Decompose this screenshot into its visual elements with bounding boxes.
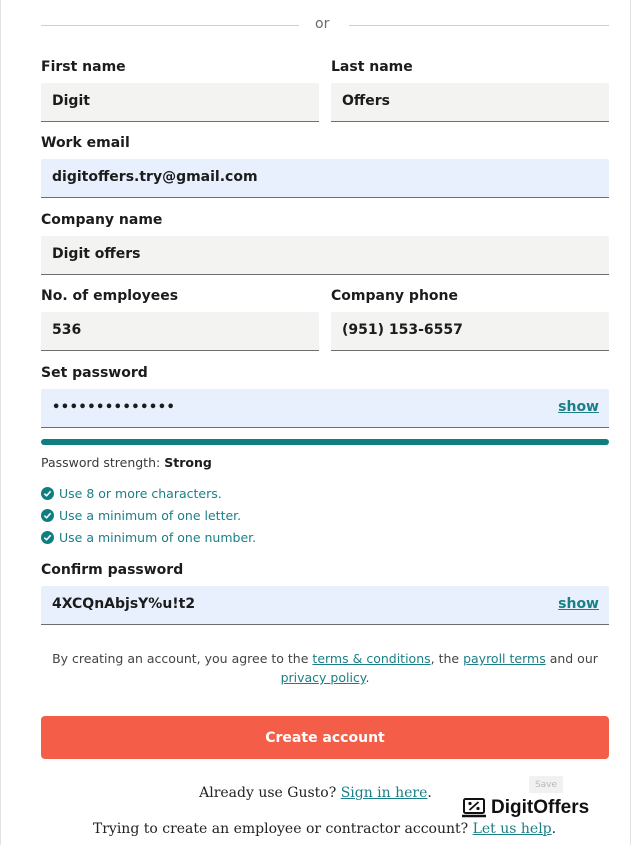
first-name-label: First name <box>41 59 126 75</box>
help-prompt <box>0 821 631 837</box>
password-strength-level: Strong <box>164 455 212 470</box>
last-name-value: Offers <box>342 93 390 109</box>
requirement-text: Use a minimum of one number. <box>59 530 257 545</box>
work-email-label: Work email <box>41 135 130 151</box>
divider-text: or <box>315 16 330 32</box>
company-name-input[interactable] <box>41 236 609 275</box>
or-divider <box>41 14 609 36</box>
help-suffix: . <box>551 821 557 837</box>
requirement-item <box>41 486 222 501</box>
terms-prefix: By creating an account, you agree to the <box>52 651 309 666</box>
confirm-password-input[interactable] <box>41 586 609 625</box>
password-strength-bar <box>41 439 609 445</box>
signin-prefix: Already use Gusto? <box>199 785 337 801</box>
check-circle-icon <box>41 509 54 522</box>
terms-and: and our <box>549 651 598 666</box>
requirement-text: Use a minimum of one letter. <box>59 508 242 523</box>
save-chip[interactable]: Save <box>529 776 563 793</box>
work-email-value: digitoffers.try@gmail.com <box>52 169 258 185</box>
requirement-item <box>41 530 256 545</box>
employees-label: No. of employees <box>41 288 179 304</box>
password-strength-text <box>41 455 212 470</box>
page-border-left <box>0 0 1 845</box>
company-phone-value: (951) 153-6557 <box>342 322 463 338</box>
let-us-help-link[interactable]: Let us help <box>472 821 552 837</box>
divider-line-right <box>349 25 609 26</box>
show-confirm-password-toggle[interactable]: show <box>558 596 599 612</box>
set-password-value: •••••••••••••• <box>52 400 176 415</box>
password-strength-prefix: Password strength: <box>41 455 161 470</box>
help-prefix: Trying to create an employee or contractor account? <box>92 821 469 837</box>
requirement-text: Use 8 or more characters. <box>59 486 222 501</box>
company-name-label: Company name <box>41 212 163 228</box>
set-password-label: Set password <box>41 365 148 381</box>
terms-suffix: . <box>365 670 370 685</box>
company-phone-input[interactable] <box>331 312 609 351</box>
employees-input[interactable] <box>41 312 319 351</box>
last-name-input[interactable] <box>331 83 609 122</box>
work-email-input[interactable] <box>41 159 609 198</box>
payroll-terms-link[interactable]: payroll terms <box>463 651 546 666</box>
first-name-input[interactable] <box>41 83 319 122</box>
confirm-password-value: 4XCQnAbjsY%u!t2 <box>52 596 196 612</box>
last-name-label: Last name <box>331 59 413 75</box>
company-phone-label: Company phone <box>331 288 458 304</box>
terms-middle: , the <box>430 651 460 666</box>
check-circle-icon <box>41 487 54 500</box>
watermark-text: DigitOffers <box>491 797 590 818</box>
set-password-input[interactable] <box>41 389 609 428</box>
check-circle-icon <box>41 531 54 544</box>
sign-in-link[interactable]: Sign in here <box>340 785 428 801</box>
company-name-value: Digit offers <box>52 246 141 262</box>
privacy-policy-link[interactable]: privacy policy <box>280 670 366 685</box>
show-password-toggle[interactable]: show <box>558 399 599 415</box>
employees-value: 536 <box>52 322 82 338</box>
divider-line-left <box>41 25 299 26</box>
create-account-button[interactable]: Create account <box>41 716 609 759</box>
confirm-password-label: Confirm password <box>41 562 184 578</box>
terms-conditions-link[interactable]: terms & conditions <box>312 651 431 666</box>
requirement-item <box>41 508 241 523</box>
percent-laptop-icon <box>462 797 486 819</box>
digitoffers-watermark <box>462 797 589 819</box>
terms-notice <box>41 649 609 687</box>
signin-suffix: . <box>427 785 432 801</box>
first-name-value: Digit <box>52 93 90 109</box>
